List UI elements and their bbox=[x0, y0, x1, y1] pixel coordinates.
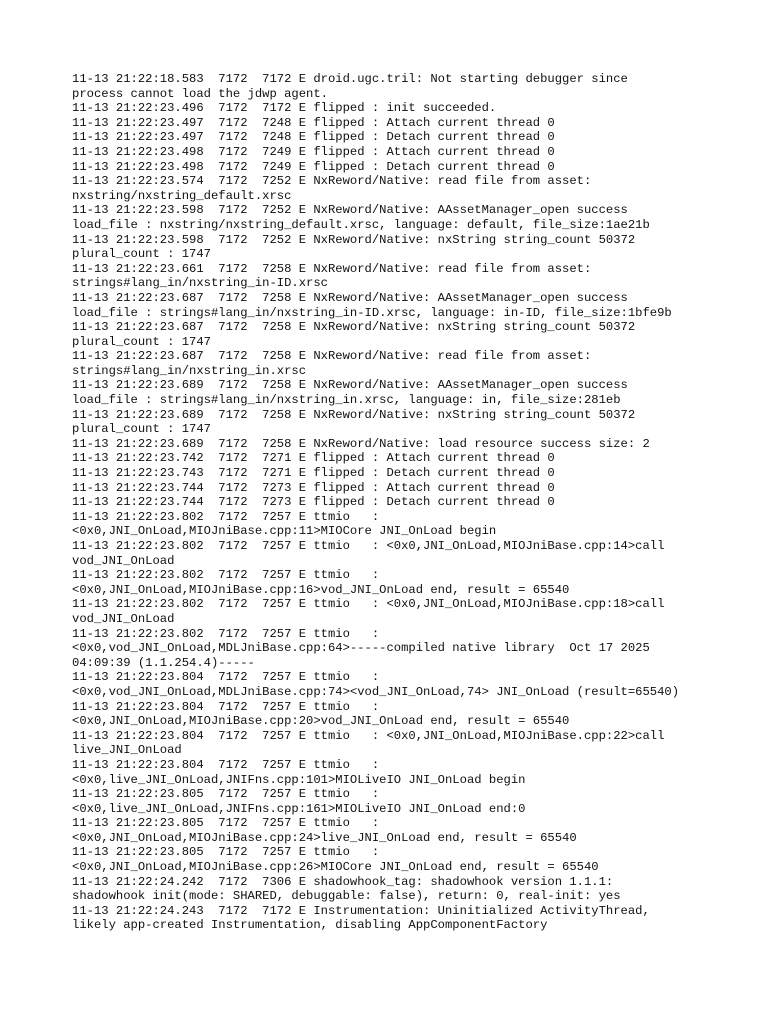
log-line: <0x0,JNI_OnLoad,MIOJniBase.cpp:16>vod_JNI_OnLoad end, result = 65540 bbox=[72, 582, 570, 597]
log-line: 04:09:39 (1.1.254.4)----- bbox=[72, 655, 255, 670]
log-document bbox=[72, 72, 712, 933]
log-line: <0x0,vod_JNI_OnLoad,MDLJniBase.cpp:74><vod_JNI_OnLoad,74> JNI_OnLoad (result=65540) bbox=[72, 684, 680, 699]
log-line: 11-13 21:22:23.498 7172 7249 E flipped : Attach current thread 0 bbox=[72, 144, 555, 159]
log-line: 11-13 21:22:23.805 7172 7257 E ttmio : bbox=[72, 787, 380, 802]
log-line: <0x0,JNI_OnLoad,MIOJniBase.cpp:20>vod_JNI_OnLoad end, result = 65540 bbox=[72, 714, 570, 729]
log-line: 11-13 21:22:23.498 7172 7249 E flipped : Detach current thread 0 bbox=[72, 159, 555, 174]
log-line: load_file : nxstring/nxstring_default.xrsc, language: default, file_size:1ae21b bbox=[72, 217, 650, 232]
log-line: vod_JNI_OnLoad bbox=[72, 611, 175, 626]
log-line: 11-13 21:22:23.496 7172 7172 E flipped : init succeeded. bbox=[72, 101, 497, 116]
log-line: 11-13 21:22:23.802 7172 7257 E ttmio : bbox=[72, 509, 380, 524]
log-line: 11-13 21:22:18.583 7172 7172 E droid.ugc.tril: Not starting debugger since bbox=[72, 72, 628, 86]
log-line: live_JNI_OnLoad bbox=[72, 743, 182, 758]
log-line: plural_count : 1747 bbox=[72, 247, 211, 262]
log-line: process cannot load the jdwp agent. bbox=[72, 86, 328, 101]
log-line: <0x0,JNI_OnLoad,MIOJniBase.cpp:11>MIOCore JNI_OnLoad begin bbox=[72, 524, 497, 539]
log-line: plural_count : 1747 bbox=[72, 334, 211, 349]
log-line: plural_count : 1747 bbox=[72, 422, 211, 437]
log-line: 11-13 21:22:23.802 7172 7257 E ttmio : <0x0,JNI_OnLoad,MIOJniBase.cpp:18>call bbox=[72, 597, 665, 612]
log-line: 11-13 21:22:23.687 7172 7258 E NxReword/Native: AAssetManager_open success bbox=[72, 290, 628, 305]
log-line: 11-13 21:22:23.744 7172 7273 E flipped : Detach current thread 0 bbox=[72, 495, 555, 510]
log-line: shadowhook init(mode: SHARED, debuggable: false), return: 0, real-init: yes bbox=[72, 889, 621, 904]
log-line: 11-13 21:22:23.689 7172 7258 E NxReword/Native: load resource success size: 2 bbox=[72, 436, 650, 451]
log-line: 11-13 21:22:23.804 7172 7257 E ttmio : bbox=[72, 699, 380, 714]
log-line: 11-13 21:22:23.743 7172 7271 E flipped : Detach current thread 0 bbox=[72, 466, 555, 481]
log-line: <0x0,JNI_OnLoad,MIOJniBase.cpp:26>MIOCore JNI_OnLoad end, result = 65540 bbox=[72, 860, 599, 875]
log-line: 11-13 21:22:23.497 7172 7248 E flipped : Attach current thread 0 bbox=[72, 115, 555, 130]
log-line: <0x0,JNI_OnLoad,MIOJniBase.cpp:24>live_JNI_OnLoad end, result = 65540 bbox=[72, 830, 577, 845]
log-line: nxstring/nxstring_default.xrsc bbox=[72, 188, 292, 203]
log-line: likely app-created Instrumentation, disabling AppComponentFactory bbox=[72, 918, 548, 933]
log-line: 11-13 21:22:23.804 7172 7257 E ttmio : <0x0,JNI_OnLoad,MIOJniBase.cpp:22>call bbox=[72, 728, 665, 743]
log-line: 11-13 21:22:23.805 7172 7257 E ttmio : bbox=[72, 816, 380, 831]
log-line: strings#lang_in/nxstring_in-ID.xrsc bbox=[72, 276, 328, 291]
log-line: 11-13 21:22:23.802 7172 7257 E ttmio : <0x0,JNI_OnLoad,MIOJniBase.cpp:14>call bbox=[72, 539, 665, 553]
log-line: 11-13 21:22:23.804 7172 7257 E ttmio : bbox=[72, 757, 380, 772]
log-line: 11-13 21:22:24.243 7172 7172 E Instrumentation: Uninitialized ActivityThread, bbox=[72, 903, 650, 918]
log-line: 11-13 21:22:23.497 7172 7248 E flipped : Detach current thread 0 bbox=[72, 130, 555, 145]
log-line: 11-13 21:22:23.687 7172 7258 E NxReword/Native: read file from asset: bbox=[72, 349, 592, 364]
log-line: <0x0,live_JNI_OnLoad,JNIFns.cpp:101>MIOLiveIO JNI_OnLoad begin bbox=[72, 772, 526, 787]
log-line: load_file : strings#lang_in/nxstring_in.xrsc, language: in, file_size:281eb bbox=[72, 393, 621, 408]
log-line: 11-13 21:22:23.802 7172 7257 E ttmio : bbox=[72, 626, 380, 641]
log-line: 11-13 21:22:23.689 7172 7258 E NxReword/Native: AAssetManager_open success bbox=[72, 378, 628, 393]
log-line: 11-13 21:22:23.598 7172 7252 E NxReword/Native: nxString string_count 50372 bbox=[72, 232, 636, 247]
log-line: 11-13 21:22:23.687 7172 7258 E NxReword/Native: nxString string_count 50372 bbox=[72, 320, 636, 335]
log-line: 11-13 21:22:24.242 7172 7306 E shadowhook_tag: shadowhook version 1.1.1: bbox=[72, 874, 614, 889]
log-line: 11-13 21:22:23.802 7172 7257 E ttmio : bbox=[72, 568, 380, 583]
log-line: 11-13 21:22:23.742 7172 7271 E flipped : Attach current thread 0 bbox=[72, 451, 555, 466]
log-line: 11-13 21:22:23.689 7172 7258 E NxReword/Native: nxString string_count 50372 bbox=[72, 407, 636, 422]
log-line: 11-13 21:22:23.598 7172 7252 E NxReword/Native: AAssetManager_open success bbox=[72, 203, 628, 218]
log-line: 11-13 21:22:23.574 7172 7252 E NxReword/Native: read file from asset: bbox=[72, 174, 592, 189]
log-line: 11-13 21:22:23.804 7172 7257 E ttmio : bbox=[72, 670, 380, 685]
log-line: load_file : strings#lang_in/nxstring_in-ID.xrsc, language: in-ID, file_size:1bfe9b bbox=[72, 305, 672, 320]
log-line: <0x0,live_JNI_OnLoad,JNIFns.cpp:161>MIOLiveIO JNI_OnLoad end:0 bbox=[72, 801, 526, 816]
log-line: <0x0,vod_JNI_OnLoad,MDLJniBase.cpp:64>-----compiled native library Oct 17 2025 bbox=[72, 641, 650, 656]
log-line: 11-13 21:22:23.805 7172 7257 E ttmio : bbox=[72, 845, 380, 860]
log-line: 11-13 21:22:23.744 7172 7273 E flipped : Attach current thread 0 bbox=[72, 480, 555, 495]
log-line: 11-13 21:22:23.661 7172 7258 E NxReword/Native: read file from asset: bbox=[72, 261, 592, 276]
log-line: vod_JNI_OnLoad bbox=[72, 553, 175, 568]
log-line: strings#lang_in/nxstring_in.xrsc bbox=[72, 363, 307, 378]
